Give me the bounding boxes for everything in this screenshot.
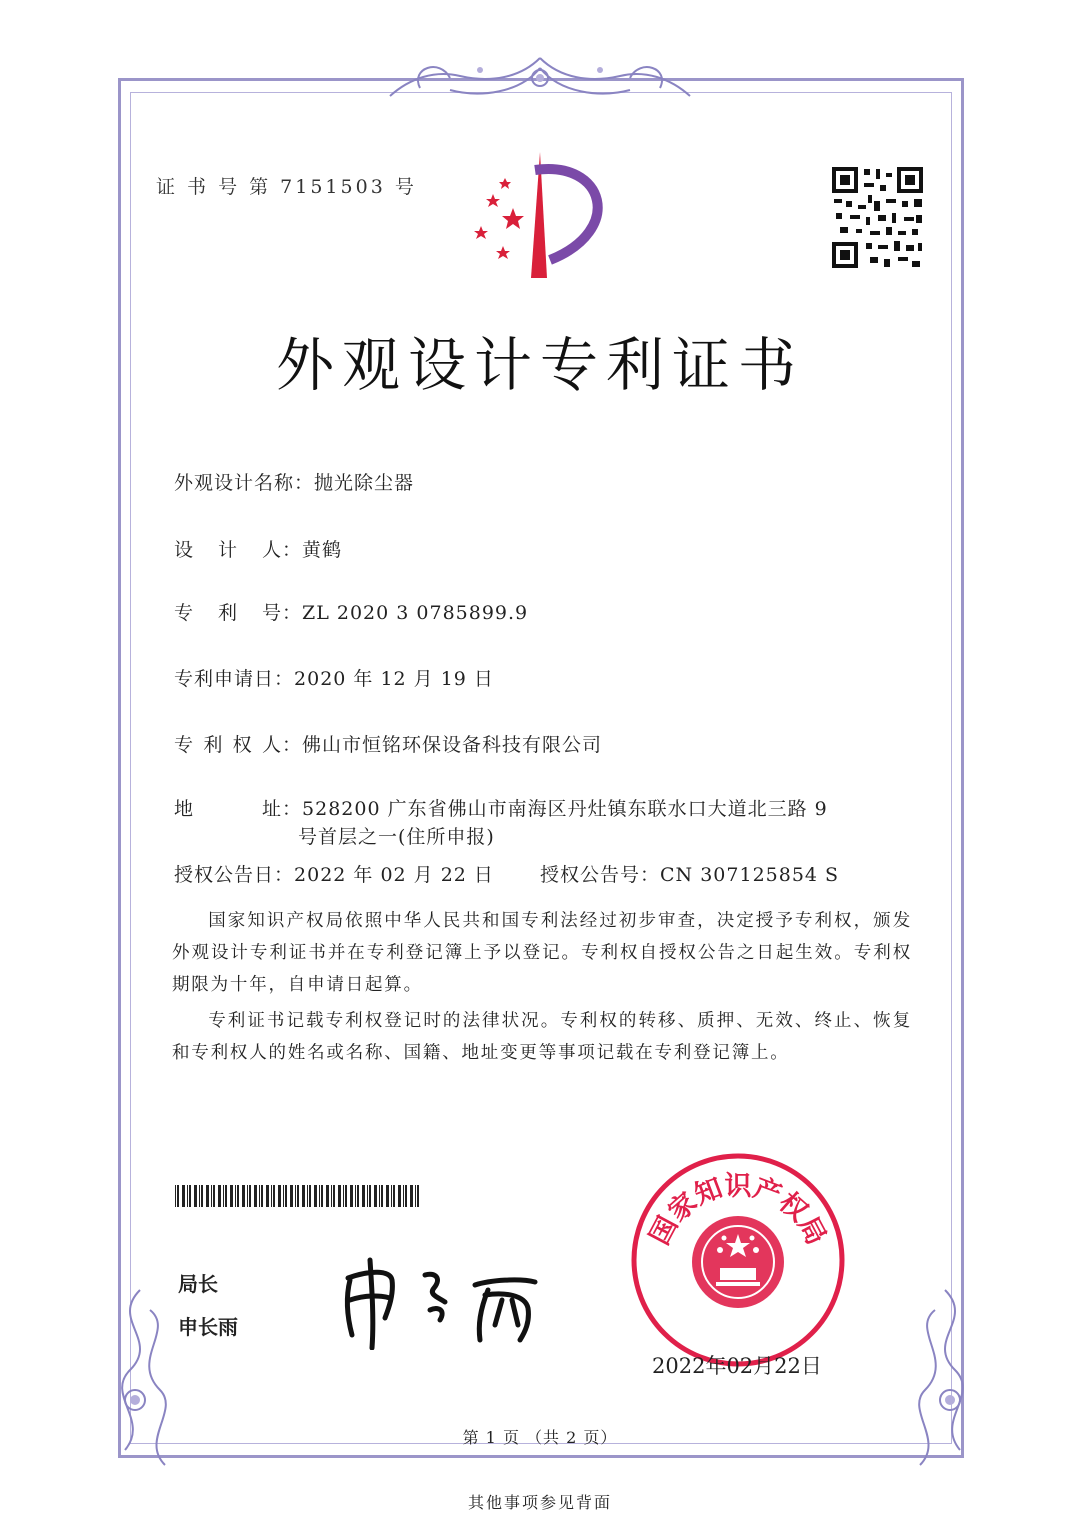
barcode-bar <box>225 1185 227 1207</box>
field-label: 授权公告日： <box>174 864 295 886</box>
barcode-bar <box>314 1185 317 1207</box>
barcode-bar <box>343 1185 344 1207</box>
barcode-bar <box>297 1185 299 1207</box>
field-grant-number <box>540 860 839 887</box>
body-paragraph-2: 专利证书记载专利权登记时的法律状况。专利权的转移、质押、无效、终止、恢复和专利权人的姓名或名称、国籍、地址变更等事项记载在专利登记簿上。 <box>172 1011 912 1063</box>
barcode-bar <box>393 1185 395 1207</box>
barcode-bar <box>302 1185 305 1207</box>
barcode-bar <box>285 1185 287 1207</box>
barcode-bar <box>357 1185 359 1207</box>
barcode-bar <box>237 1185 239 1207</box>
barcode-bar <box>295 1185 296 1207</box>
barcode-bar <box>187 1185 188 1207</box>
barcode-bar <box>326 1185 329 1207</box>
field-value: 2020 年 12 月 19 日 <box>294 668 494 690</box>
barcode-bar <box>369 1185 371 1207</box>
barcode-bar <box>242 1185 245 1207</box>
field-label: 授权公告号： <box>540 864 661 886</box>
field-label: 专 利 号 <box>174 602 282 624</box>
barcode-bar <box>175 1185 176 1207</box>
cnipa-logo <box>465 150 615 280</box>
seal-date: 2022年02月22日 <box>652 1354 822 1378</box>
barcode-bar <box>331 1185 332 1207</box>
barcode-bar <box>391 1185 392 1207</box>
barcode-bar <box>367 1185 368 1207</box>
barcode-bar <box>417 1185 419 1207</box>
barcode-bar <box>201 1185 203 1207</box>
barcode-bar <box>230 1185 233 1207</box>
field-label: 专利申请日： <box>174 668 295 690</box>
signatory-name: 申长雨 <box>178 1315 238 1339</box>
barcode-bar <box>290 1185 293 1207</box>
address-line-2: 号首层之一(住所申报) <box>298 826 495 848</box>
barcode-bar <box>194 1185 197 1207</box>
seal-text: 国家知识产权局 <box>644 1171 832 1251</box>
barcode-bar <box>345 1185 347 1207</box>
official-seal <box>628 1150 848 1370</box>
field-label: 设 计 人 <box>174 539 282 561</box>
field-address: 地 址 ：528200 广东省佛山市南海区丹灶镇东联水口大道北三路 9 <box>174 794 828 821</box>
barcode-bar <box>206 1185 209 1207</box>
field-patentee: 专 利 权 人 ：佛山市恒铭环保设备科技有限公司 <box>174 730 602 757</box>
footer-note: 其他事项参见背面 <box>467 1493 612 1512</box>
certificate-number: 证 书 号 第 7151503 号 <box>156 176 417 198</box>
barcode-bar <box>386 1185 389 1207</box>
barcode-bar <box>319 1185 320 1207</box>
barcode-bar <box>350 1185 353 1207</box>
barcode-bar <box>223 1185 224 1207</box>
barcode-bar <box>283 1185 284 1207</box>
barcode-bar <box>355 1185 356 1207</box>
barcode-bar <box>218 1185 221 1207</box>
bottom-right-ornament <box>895 1280 985 1480</box>
barcode-bar <box>235 1185 236 1207</box>
field-value: 2022 年 02 月 22 日 <box>294 864 494 886</box>
field-grant-date <box>174 860 494 887</box>
barcode-bar <box>405 1185 407 1207</box>
field-label: 外观设计名称： <box>174 472 315 494</box>
barcode-bar <box>403 1185 404 1207</box>
qr-code <box>830 165 925 270</box>
barcode-bar <box>261 1185 263 1207</box>
barcode-bar <box>189 1185 191 1207</box>
top-ornament <box>380 48 700 118</box>
barcode-bar <box>333 1185 335 1207</box>
barcode-bar <box>177 1185 179 1207</box>
barcode-bar <box>309 1185 311 1207</box>
barcode-bar <box>271 1185 272 1207</box>
page-indicator: 第 1 页 （共 2 页） <box>462 1428 618 1447</box>
field-patent-number: 专 利 号 ：ZL 2020 3 0785899.9 <box>174 598 528 625</box>
certificate-title: 外观设计专利证书 <box>275 331 804 399</box>
barcode-bar <box>415 1185 416 1207</box>
barcode-bar <box>379 1185 380 1207</box>
field-value: 抛光除尘器 <box>314 472 415 494</box>
field-designer: 设 计 人 ：黄鹤 <box>174 535 342 562</box>
field-label: 专 利 权 人 <box>174 734 282 756</box>
barcode-bar <box>321 1185 323 1207</box>
barcode-bar <box>211 1185 212 1207</box>
barcode-bar <box>259 1185 260 1207</box>
barcode <box>175 1185 420 1207</box>
barcode-bar <box>247 1185 248 1207</box>
barcode-bar <box>254 1185 257 1207</box>
barcode-bar <box>398 1185 401 1207</box>
barcode-bar <box>362 1185 365 1207</box>
field-design-name <box>174 468 414 495</box>
field-value: ZL 2020 3 0785899.9 <box>302 602 529 624</box>
barcode-bar <box>307 1185 308 1207</box>
barcode-bar <box>374 1185 377 1207</box>
barcode-bar <box>213 1185 215 1207</box>
field-value: 黄鹤 <box>302 539 343 561</box>
barcode-bar <box>381 1185 383 1207</box>
barcode-bar <box>249 1185 251 1207</box>
barcode-bar <box>278 1185 281 1207</box>
barcode-bar <box>273 1185 275 1207</box>
field-value: 528200 广东省佛山市南海区丹灶镇东联水口大道北三路 9 <box>302 798 828 820</box>
handwritten-signature <box>330 1240 550 1350</box>
barcode-bar <box>410 1185 413 1207</box>
body-paragraph-1: 国家知识产权局依照中华人民共和国专利法经过初步审查，决定授予专利权，颁发外观设计专利证书并在专利登记簿上予以登记。专利权自授权公告之日起生效。专利权期限为十年，自申请日起算。 <box>172 911 912 995</box>
barcode-bar <box>266 1185 269 1207</box>
barcode-bar <box>199 1185 200 1207</box>
signatory-title: 局长 <box>178 1272 218 1296</box>
bottom-left-ornament <box>100 1280 190 1480</box>
field-value: CN 307125854 S <box>660 864 840 886</box>
field-value: 佛山市恒铭环保设备科技有限公司 <box>302 734 603 756</box>
barcode-bar <box>182 1185 185 1207</box>
field-label: 地 址 <box>174 798 282 820</box>
field-filing-date <box>174 664 494 691</box>
barcode-bar <box>338 1185 341 1207</box>
